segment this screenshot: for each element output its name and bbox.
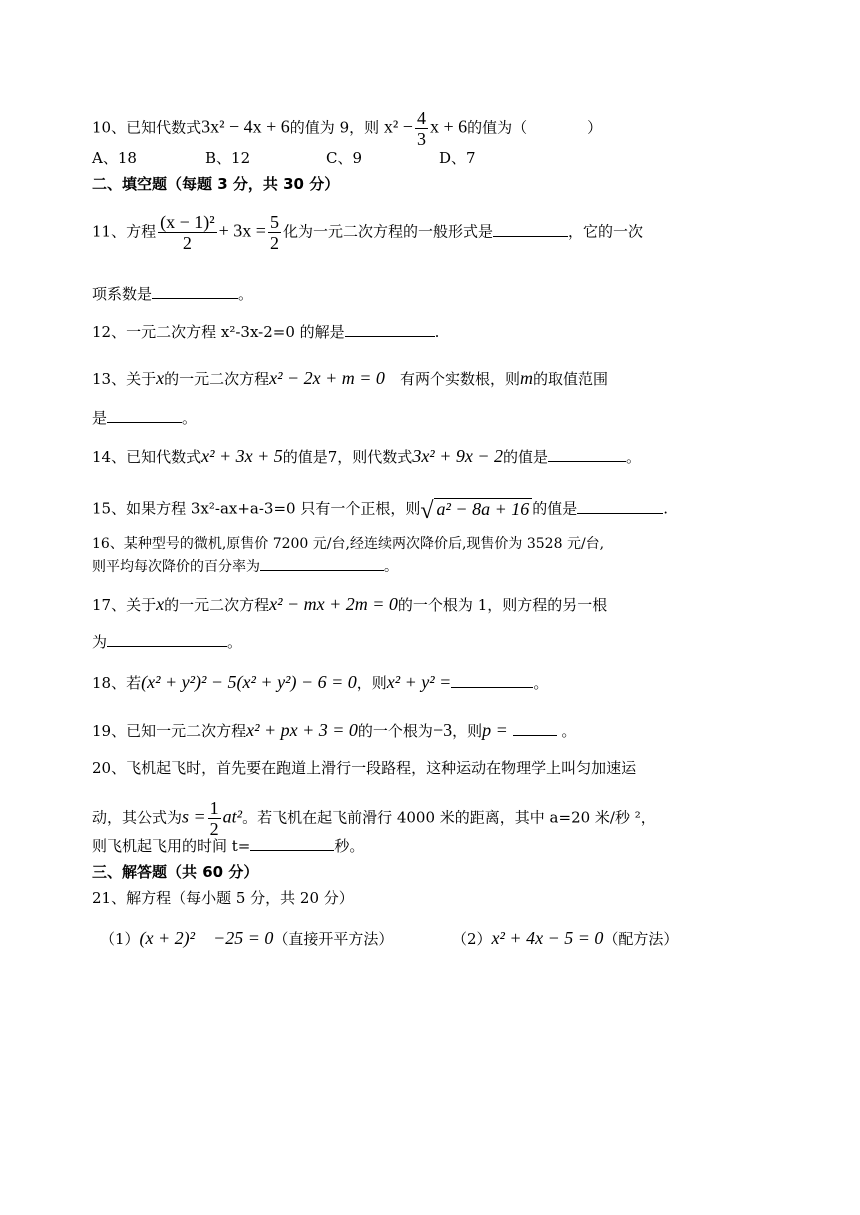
q12-text: 12、一元二次方程 x²-3x-2=0 的解是 [92,323,345,341]
q14-end: 。 [626,448,642,466]
q10-expr2a: x² − [383,116,413,137]
q11-line-2 [92,284,253,304]
q20-blank[interactable] [250,836,334,851]
q14-c: 的值是 [502,448,548,466]
q11-num: (x − 1)² [160,212,215,232]
q21-p1-label: （1） [100,930,140,948]
q14-b: 的值是7，则代数式 [282,448,413,466]
q11-text: 化为一元二次方程的一般形式是 [282,222,493,241]
question-11 [92,212,643,253]
q21-p2-equation: x² + 4x − 5 = 0 [491,928,604,948]
question-17 [92,594,607,615]
q16-line2-text: 则平均每次降价的百分率为 [92,559,260,575]
q10-suffix: 的值为（ ） [467,118,603,137]
question-18 [92,672,548,693]
q11-line2-text: 项系数是 [92,285,153,303]
q11-lhs-fraction [158,212,217,253]
q13-c: 有两个实数根，则 [399,370,520,388]
q11-blank-1[interactable] [493,222,568,237]
q18-equation-2: x² + y² = [386,672,452,692]
q11-rnum: 5 [269,212,279,232]
q11-tail: ，它的一次 [567,222,643,241]
section-2-heading: 二、填空题（每题 3 分，共 30 分） [92,175,340,193]
q16-blank[interactable] [260,556,384,571]
question-21-title: 21、解方程（每小题 5 分，共 20 分） [92,889,354,907]
q13-d: 的取值范围 [532,370,608,388]
q18-equation: (x² + y²)² − 5(x² + y²) − 6 = 0 [141,672,357,692]
q14-expr-2: 3x² + 9x − 2 [412,446,503,466]
q10-frac-num: 4 [416,108,426,128]
q17-end: 。 [227,633,243,651]
q17-equation: x² − mx + 2m = 0 [269,594,398,614]
question-16-line-2 [92,556,398,577]
q14-expr-1: x² + 3x + 5 [201,446,283,466]
q19-equation: x² + px + 3 = 0 [246,720,358,740]
q19-equation-2: p = [482,720,508,740]
section-3-heading: 三、解答题（共 60 分） [92,863,259,881]
q13-a: 13、关于 [92,370,157,388]
q11-rden: 2 [269,233,279,253]
q20-frac-num: 1 [209,798,219,818]
q11-mid: + 3x = [218,220,266,241]
question-14 [92,446,641,467]
q13-b: 的一元二次方程 [164,370,270,388]
question-12 [92,322,439,342]
q19-blank[interactable] [513,721,557,736]
q21-p1-equation: (x + 2)² −25 = 0 [139,928,274,948]
q17-c: 的一个根为 1，则方程的另一根 [397,596,608,614]
q15-sqrt: √ a² − 8a + 16 [420,498,532,521]
q11-rhs-fraction [268,212,281,253]
q13-var-x: x [156,368,165,388]
q17-var-x: x [156,594,165,614]
q11-blank-2[interactable] [152,284,238,299]
question-15 [92,498,669,524]
q10-fraction [415,108,428,149]
question-21-part-1 [100,928,393,949]
question-21-part-2 [452,928,678,949]
q10-option-b: B、12 [205,149,251,167]
q17-blank[interactable] [107,632,227,647]
q13-line-2 [92,408,197,428]
q20-a: 动，其公式为 [92,808,183,827]
q15-a: 15、如果方程 3x²-ax+a-3=0 只有一个正根，则 [92,499,421,518]
q13-blank[interactable] [107,408,182,423]
question-19 [92,720,576,741]
q18-end: 。 [533,674,549,692]
q18-a: 18、若 [92,674,142,692]
q10-option-a: A、18 [92,149,137,167]
q10-frac-den: 3 [416,129,426,149]
q19-c: ，则 [452,722,483,740]
question-10 [92,108,602,149]
q20-b: 。若飞机在起飞前滑行 4000 米的距离，其中 a=20 米/秒 ²， [242,808,656,827]
q19-value: −3 [432,720,453,740]
q13-equation: x² − 2x + m = 0 [269,368,385,388]
q19-b: 的一个根为 [357,722,433,740]
q13-end: 。 [182,409,198,427]
q11-prefix: 11、方程 [92,222,157,241]
q20-s: s = [182,806,206,827]
q21-p1-method: （直接开平方法） [273,930,394,948]
q16-end: 。 [384,559,398,575]
q21-p2-method: （配方法） [603,930,679,948]
q17-b: 的一元二次方程 [164,596,270,614]
q15-end: . [663,499,669,518]
question-20-line-2 [92,798,656,839]
q17-line-2 [92,632,242,652]
q20-frac-den: 2 [209,819,219,839]
q10-expr1: 3x² − 4x + 6 [201,116,290,137]
q12-blank[interactable] [345,322,435,337]
question-16-line-1: 16、某种型号的微机,原售价 7200 元/台,经连续两次降价后,现售价为 3528 元/台, [92,536,605,552]
q13-line2-text: 是 [92,409,108,427]
q17-a: 17、关于 [92,596,157,614]
q15-radicand: a² − 8a + 16 [436,499,530,519]
q20-fraction [208,798,221,839]
q19-end: 。 [561,722,577,740]
question-20-line-3 [92,836,364,856]
q20-end: 秒。 [334,837,365,855]
q19-a: 19、已知一元二次方程 [92,722,247,740]
q10-option-c: C、9 [326,149,363,167]
q10-option-d: D、7 [439,149,476,167]
q14-a: 14、已知代数式 [92,448,202,466]
q15-b: 的值是 [532,499,578,518]
q10-mid: 的值为 9，则 [289,118,380,137]
question-13 [92,368,608,389]
q20-line3-text: 则飞机起飞用的时间 t= [92,837,251,855]
q20-at: at² [222,806,243,827]
q17-line2-text: 为 [92,633,108,651]
q21-p2-label: （2） [452,930,492,948]
q14-blank[interactable] [548,447,626,462]
q11-den: 2 [182,233,192,253]
q11-end: 。 [238,285,254,303]
q18-blank[interactable] [451,673,533,688]
q12-end: . [434,323,440,341]
question-20-line-1: 20、飞机起飞时，首先要在跑道上滑行一段路程，这种运动在物理学上叫匀加速运 [92,759,637,777]
q18-b: ，则 [356,674,387,692]
q10-expr2b: x + 6 [429,116,468,137]
q15-blank[interactable] [577,499,663,514]
q10-prefix: 10、已知代数式 [92,118,202,137]
q13-var-m: m [519,368,533,388]
